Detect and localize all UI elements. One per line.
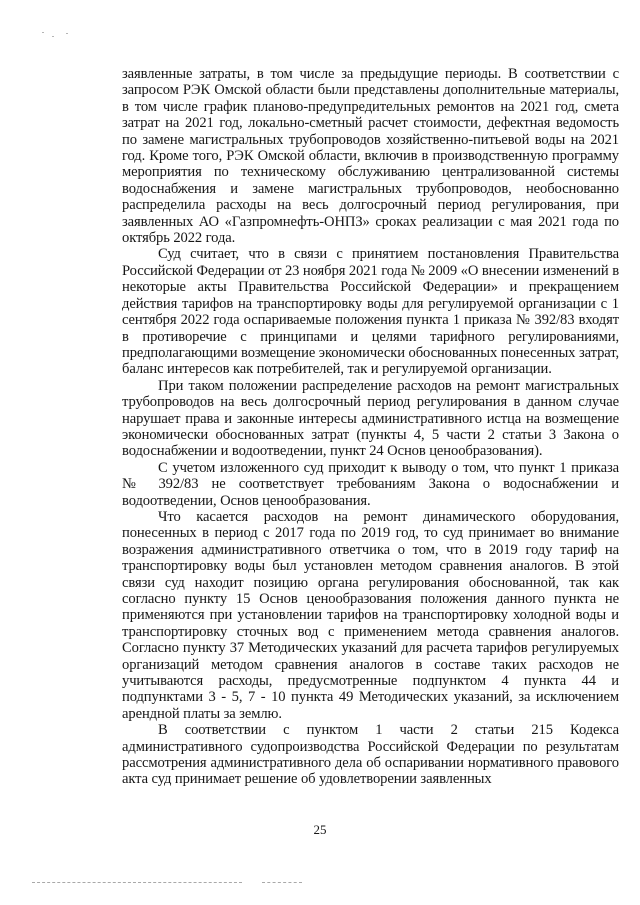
scan-footer-line-short (262, 882, 302, 883)
document-body (122, 66, 619, 788)
paragraph-4: С учетом изложенного суд приходит к выводу о том, что пункт 1 приказа № 392/83 не соответствует требованиям Закона о водоснабжении и водоотведении, Основ ценообразования. (122, 459, 619, 509)
paragraph-2: Суд считает, что в связи с принятием постановления Правительства Российской Федерации от 23 ноября 2021 года № 2009 «О внесении изменений в некоторые акты Правительства Российской Федерации» и прекращением действия тарифов на транспортировку воды для регулируемой организации с 1 сентября 2022 года оспариваемые положения пункта 1 приказа № 392/83 входят в противоречие с принципами и целями тарифного регулированиями, предполагающими возмещение экономически обоснованных понесенных затрат, баланс интересов как потребителей, так и регулируемой организации. (122, 246, 619, 378)
paragraph-3: При таком положении распределение расходов на ремонт магистральных трубопроводов на весь долгосрочный период регулирования в данном случае нарушает права и законные интересы административного истца на возмещение экономически обоснованных затрат (пункты 4, 5 части 2 статьи 3 Закона о водоснабжении и водоотведении, пункт 24 Основ ценообразования). (122, 377, 619, 460)
page-number: 25 (313, 822, 327, 837)
paragraph-1: заявленные затраты, в том числе за предыдущие периоды. В соответствии с запросом РЭК Омской области были представлены дополнительные материалы, в том числе график планово-предупредительных ремонтов на 2021 год, смета затрат на 2021 год, локально-сметный расчет стоимости, дефектная ведомость по замене магистральных трубопроводов хозяйственно-питьевой воды на 2021 год. Кроме того, РЭК Омской области, включив в производственную программу мероприятия по техническому обслуживанию централизованной системы водоснабжения и замене магистральных трубопроводов, необоснованно распределила расходы на весь долгосрочный период регулирования, при заявленных АО «Газпромнефть-ОНПЗ» сроках реализации с мая 2021 года по октябрь 2022 года. (122, 66, 619, 247)
paragraph-6: В соответствии с пунктом 1 части 2 статьи 215 Кодекса административного судопроизводства Российской Федерации по результатам рассмотрения административного дела об оспаривании нормативного правового акта суд принимает решение об удовлетворении заявленных (122, 722, 619, 788)
scan-specks (40, 12, 100, 52)
scan-footer-line (32, 882, 242, 883)
paragraph-5: Что касается расходов на ремонт динамического оборудования, понесенных в период с 2017 года по 2019 год, то суд принимает во внимание возражения административного ответчика о том, что в 2019 году тариф на транспортировку воды был установлен методом сравнения аналогов. В этой связи суд находит позицию органа регулирования обоснованной, так как согласно пункту 15 Основ ценообразования положения данного пункта не применяются при установлении тарифов на транспортировку холодной воды и транспортировку сточных вод с применением метода сравнения аналогов. Согласно пункту 37 Методических указаний для расчета тарифов регулируемых организаций методом сравнения аналогов в составе таких расходов не учитываются расходы, предусмотренные подпунктом 4 пункта 44 и подпунктами 3 - 5, 7 - 10 пункта 49 Методических указаний, за исключением арендной платы за землю. (122, 508, 619, 722)
